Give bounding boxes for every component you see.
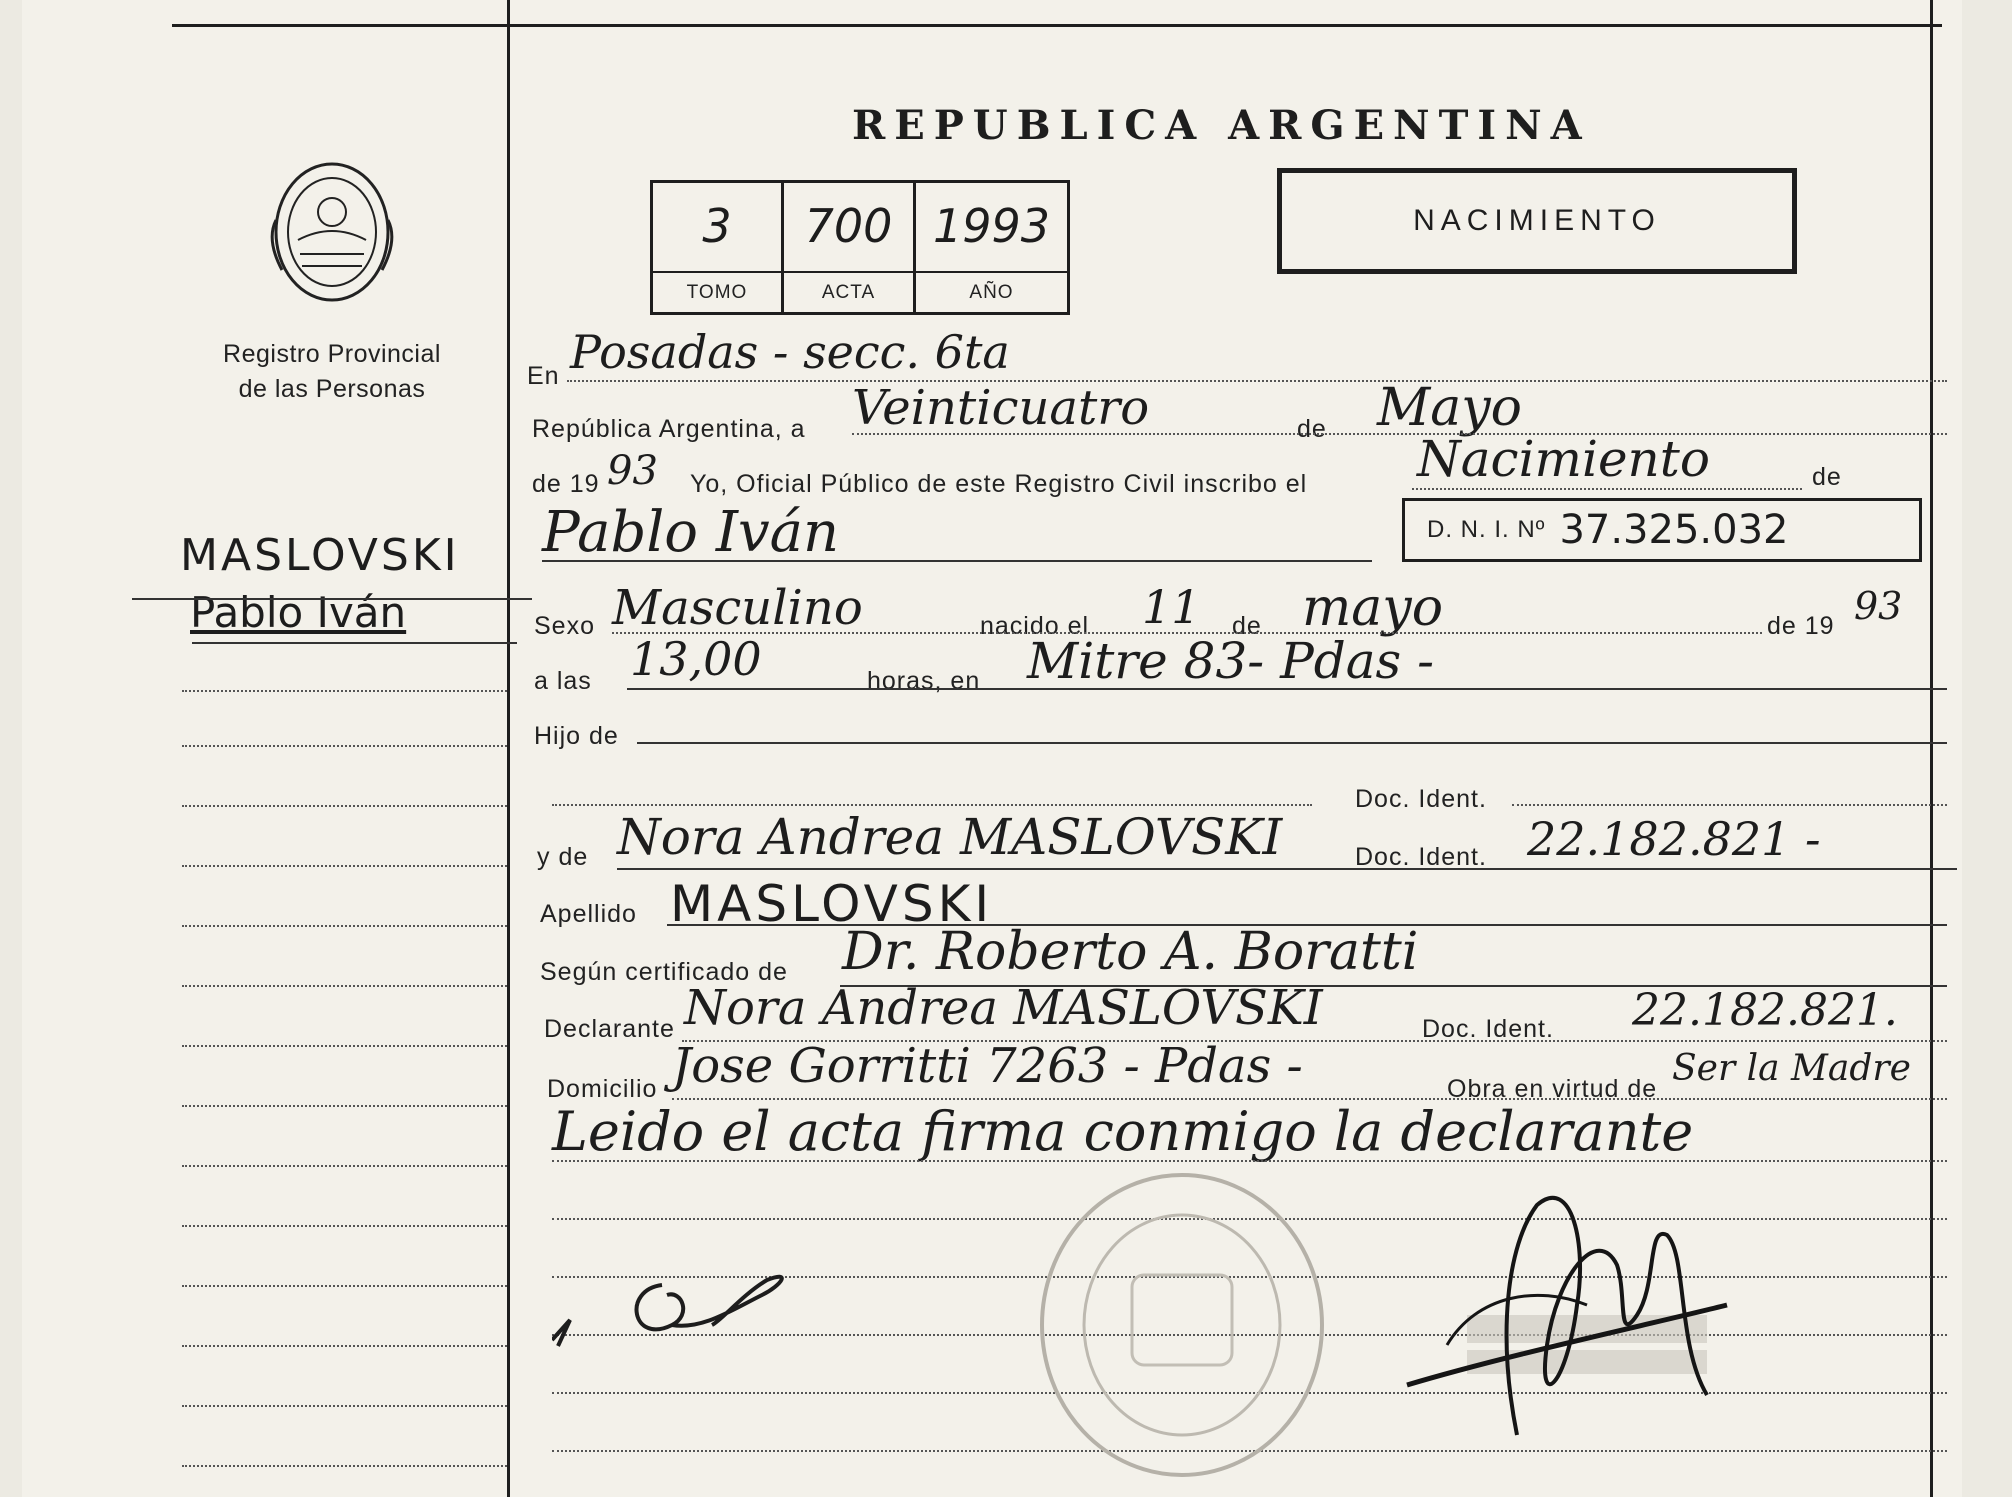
stamp-icon bbox=[1032, 1165, 1332, 1485]
place-line bbox=[567, 380, 1947, 382]
country-heading: REPUBLICA ARGENTINA bbox=[852, 102, 1591, 149]
margin-dotted-line bbox=[182, 1165, 507, 1167]
y-de-label: y de bbox=[537, 843, 589, 871]
birth-year-value: 93 bbox=[1854, 584, 1903, 628]
signature-icon bbox=[1387, 1185, 1747, 1445]
doc-ident-label: Doc. Ident. bbox=[1355, 785, 1487, 813]
doc-ident-label-2: Doc. Ident. bbox=[1355, 843, 1487, 871]
act-type-value: Nacimiento bbox=[1417, 430, 1710, 488]
father-line bbox=[552, 804, 1312, 806]
margin-dotted-line bbox=[182, 1045, 507, 1047]
nacido-label: nacido el bbox=[980, 612, 1090, 640]
margin-dotted-line bbox=[182, 1105, 507, 1107]
margin-dotted-line bbox=[182, 690, 507, 692]
year-suffix: 93 bbox=[607, 448, 658, 494]
margin-dotted-line bbox=[182, 985, 507, 987]
margin-divider bbox=[507, 0, 510, 1497]
en-label: En bbox=[527, 362, 560, 390]
place-value: Posadas - secc. 6ta bbox=[570, 325, 1010, 379]
margin-dotted-line bbox=[182, 1225, 507, 1227]
record-type: NACIMIENTO bbox=[1413, 204, 1661, 237]
closing-note: Leido el acta firma conmigo la declarante bbox=[552, 1100, 1694, 1163]
mother-doc-value: 22.182.821 - bbox=[1527, 812, 1821, 866]
declarante-doc-value: 22.182.821. bbox=[1632, 985, 1898, 1036]
declarante-value: Nora Andrea MASLOVSKI bbox=[684, 980, 1323, 1036]
misiones-seal bbox=[262, 150, 402, 310]
act-type-line bbox=[1412, 488, 1802, 490]
doctor-value: Dr. Roberto A. Boratti bbox=[842, 922, 1419, 982]
sexo-value: Masculino bbox=[612, 580, 863, 636]
margin-line bbox=[132, 598, 532, 600]
domicilio-label: Domicilio bbox=[547, 1075, 658, 1103]
top-border bbox=[172, 24, 1942, 27]
de-label: de bbox=[1297, 415, 1327, 443]
father-doc-line bbox=[1512, 804, 1947, 806]
de-label-3: de bbox=[1232, 612, 1262, 640]
hijo-line bbox=[637, 742, 1947, 744]
mother-value: Nora Andrea MASLOVSKI bbox=[617, 808, 1283, 866]
birth-day-value: 11 bbox=[1142, 580, 1201, 634]
margin-surname: MASLOVSKI bbox=[180, 530, 460, 581]
declarant-signature bbox=[552, 1250, 812, 1360]
child-name-value: Pablo Iván bbox=[542, 500, 840, 565]
time-line bbox=[627, 688, 1947, 690]
year-prefix: de 19 bbox=[532, 470, 600, 498]
obra-value: Ser la Madre bbox=[1672, 1048, 1911, 1089]
de-label-2: de bbox=[1812, 463, 1842, 491]
child-name-line bbox=[542, 560, 1372, 562]
official-stamp bbox=[1032, 1165, 1332, 1485]
seal-icon bbox=[262, 150, 402, 310]
apellido-value: MASLOVSKI bbox=[670, 875, 994, 933]
doc-ident-label-3: Doc. Ident. bbox=[1422, 1015, 1554, 1043]
dni-value: 37.325.032 bbox=[1559, 507, 1789, 553]
domicilio-value: Jose Gorritti 7263 - Pdas - bbox=[672, 1038, 1303, 1094]
hijo-label: Hijo de bbox=[534, 722, 619, 750]
anio-label: AÑO bbox=[969, 282, 1014, 303]
official-text: Yo, Oficial Público de este Registro Civil inscribo el bbox=[690, 470, 1308, 498]
right-border bbox=[1930, 0, 1933, 1497]
registry-number-box bbox=[650, 180, 1070, 315]
signature-icon bbox=[552, 1250, 812, 1360]
apellido-label: Apellido bbox=[540, 900, 637, 928]
month-value: Mayo bbox=[1377, 378, 1522, 438]
time-value: 13,00 bbox=[630, 632, 762, 686]
margin-dotted-line bbox=[182, 1285, 507, 1287]
tomo-label: TOMO bbox=[686, 282, 748, 303]
republica-label: República Argentina, a bbox=[532, 415, 806, 443]
a-las-label: a las bbox=[534, 667, 592, 695]
margin-dotted-line bbox=[182, 745, 507, 747]
margin-dotted-line bbox=[182, 805, 507, 807]
horas-label: horas, en bbox=[867, 667, 981, 695]
margin-line bbox=[192, 642, 517, 644]
declarante-label: Declarante bbox=[544, 1015, 675, 1043]
anio-value: 1993 bbox=[932, 199, 1051, 253]
margin-dotted-line bbox=[182, 1345, 507, 1347]
birth-place-value: Mitre 83- Pdas - bbox=[1027, 632, 1434, 690]
record-type-box bbox=[1277, 168, 1797, 274]
margin-dotted-line bbox=[182, 865, 507, 867]
birth-month-value: mayo bbox=[1302, 578, 1443, 638]
dni-label: D. N. I. Nº bbox=[1427, 516, 1546, 543]
date-line bbox=[852, 433, 1947, 435]
acta-label: ACTA bbox=[821, 282, 876, 303]
margin-dotted-line bbox=[182, 1405, 507, 1407]
day-words-value: Veinticuatro bbox=[852, 380, 1150, 436]
margin-dotted-line bbox=[182, 925, 507, 927]
mother-line bbox=[617, 868, 1957, 870]
segun-label: Según certificado de bbox=[540, 958, 788, 986]
margin-dotted-line bbox=[182, 1465, 507, 1467]
margin-given-names: Pablo Iván bbox=[190, 588, 407, 637]
certificate-sheet bbox=[22, 0, 1962, 1497]
dni-box bbox=[1402, 498, 1922, 562]
tomo-value: 3 bbox=[702, 199, 732, 253]
registry-name-line1: Registro Provincial bbox=[223, 340, 441, 368]
obra-label: Obra en virtud de bbox=[1447, 1075, 1658, 1103]
sexo-label: Sexo bbox=[534, 612, 595, 640]
acta-value: 700 bbox=[804, 199, 893, 253]
official-signature bbox=[1387, 1185, 1747, 1445]
registry-name-line2: de las Personas bbox=[238, 375, 426, 403]
note-line bbox=[552, 1160, 1947, 1162]
de19-label: de 19 bbox=[1767, 612, 1835, 640]
